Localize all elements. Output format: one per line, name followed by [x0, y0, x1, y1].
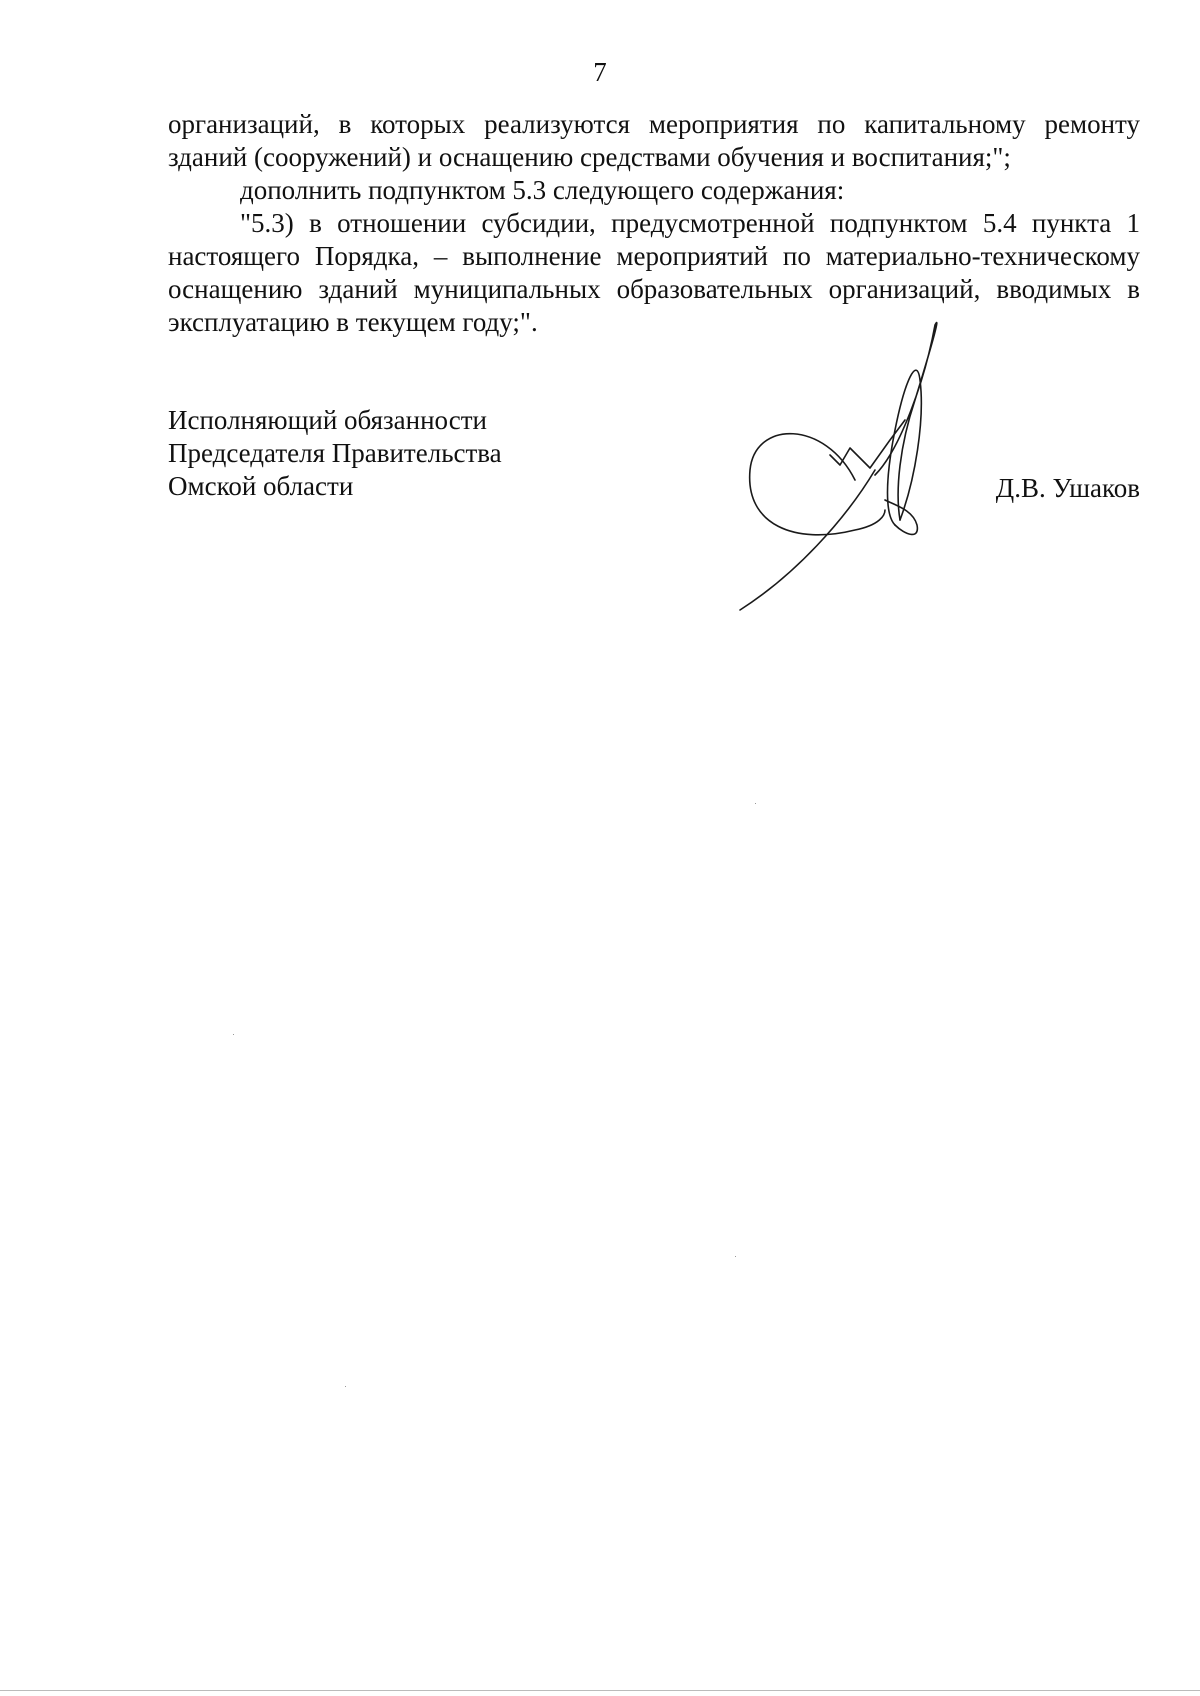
- page-number: 7: [593, 57, 607, 87]
- signer-name: Д.В. Ушаков: [995, 473, 1140, 503]
- position-line-2: Председателя Правительства: [168, 438, 502, 468]
- position-line-3: Омской области: [168, 471, 354, 501]
- paragraph-continuation: организаций, в которых реализуются мероприятия по капитальному ремонту зданий (сооружений) и оснащению средствами обучения и воспитания;";: [168, 109, 1140, 172]
- scan-speck: [735, 1256, 736, 1257]
- scan-speck: [755, 803, 756, 804]
- document-body: [168, 108, 1140, 339]
- scan-bottom-edge: [0, 1690, 1200, 1691]
- handwritten-signature-icon: [735, 320, 1015, 620]
- scan-speck: [345, 1386, 346, 1387]
- position-line-1: Исполняющий обязанности: [168, 405, 487, 435]
- paragraph-amendment-intro: дополнить подпунктом 5.3 следующего содержания:: [240, 175, 845, 205]
- signatory-position: [168, 404, 568, 503]
- paragraph-subclause-5-3: "5.3) в отношении субсидии, предусмотренной подпунктом 5.4 пункта 1 настоящего Порядка, – выполнение мероприятий по материально-техническому оснащению зданий муниципальных образовательных организаций, вводимых в эксплуатацию в текущем году;".: [168, 208, 1140, 337]
- scan-speck: [233, 1034, 234, 1035]
